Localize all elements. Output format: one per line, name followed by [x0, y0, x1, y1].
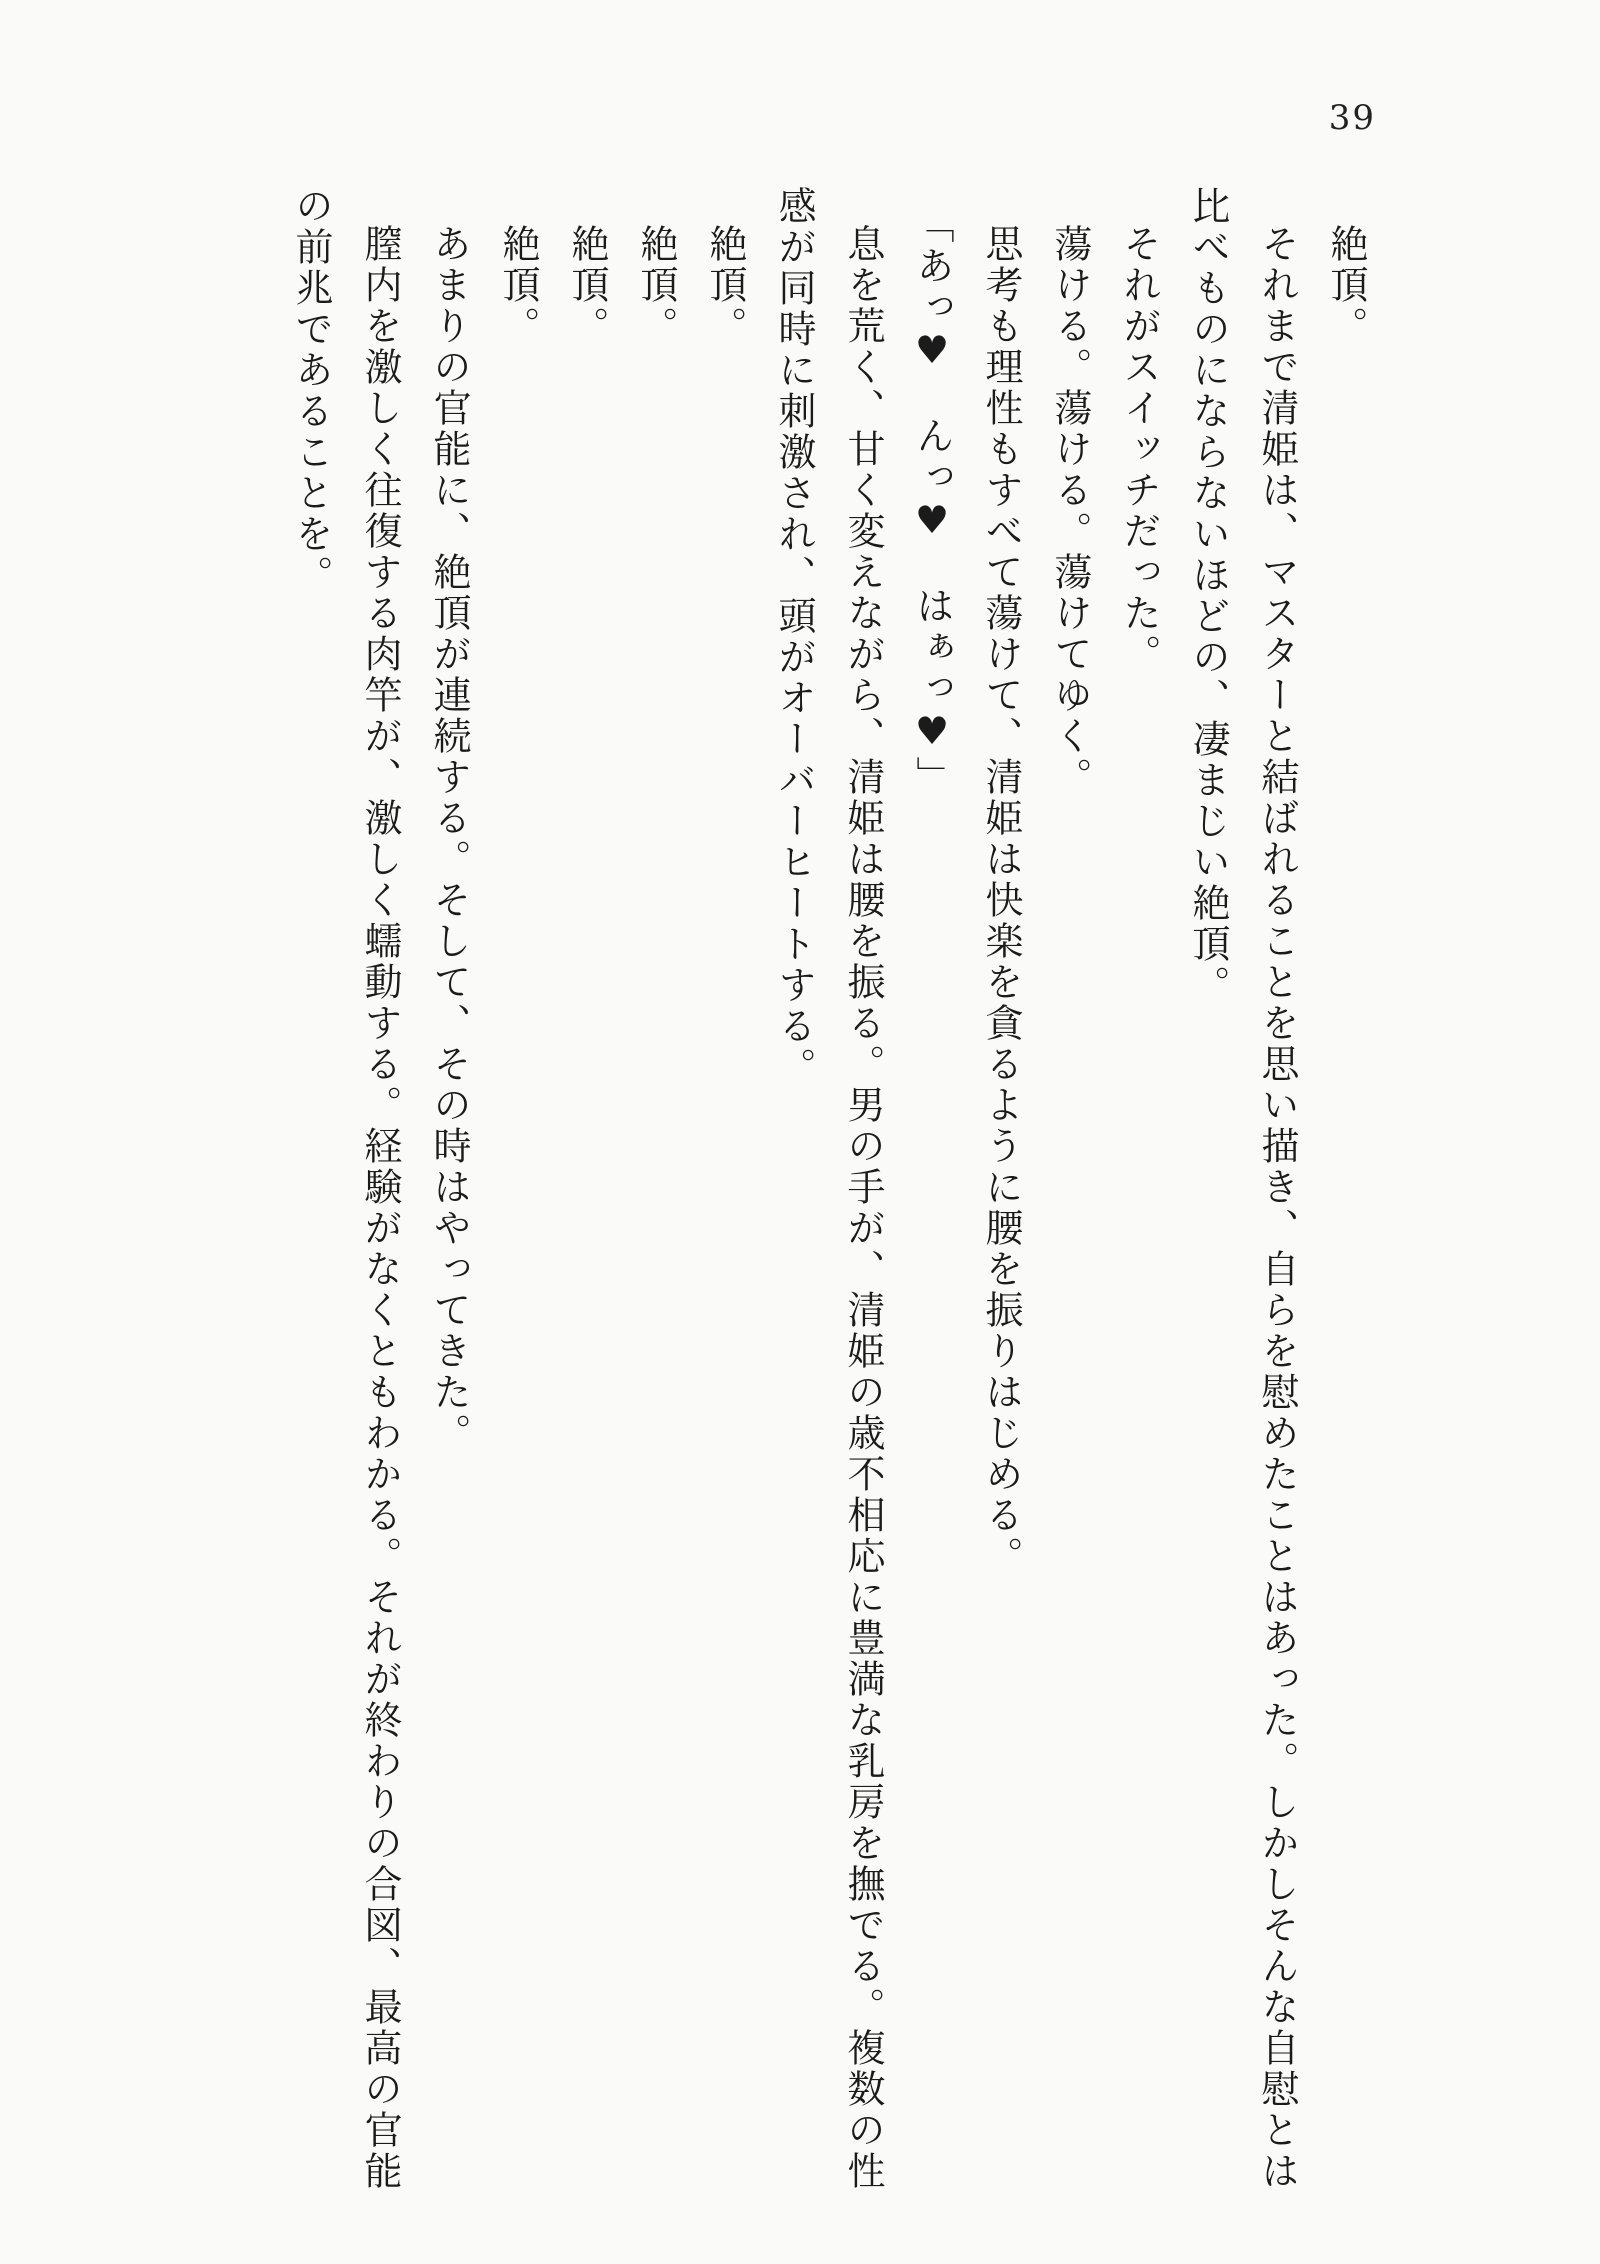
paragraph: 絶頂。 [565, 224, 609, 347]
paragraph: 絶頂。 [703, 224, 747, 347]
paragraph: 蕩ける。蕩ける。蕩けてゆく。 [1048, 224, 1092, 798]
paragraph: それがスイッチだった。 [1117, 224, 1161, 675]
page-number: 39 [1328, 98, 1376, 138]
paragraph: 絶頂。 [634, 224, 678, 347]
paragraph: あまりの官能に、絶頂が連続する。そして、その時はやってきた。 [427, 224, 471, 1454]
paragraph: 絶頂。 [1324, 224, 1368, 347]
paragraph: 膣内を激しく往復する肉竿が、激しく蠕動する。経験がなくともわかる。それが終わりの合図、最高の官能の前兆であることを。 [289, 186, 402, 2192]
paragraph-dialogue: 「あっ♥ んっ♥ はぁっ♥」 [910, 205, 954, 797]
paragraph: 息を荒く、甘く変えながら、清姫は腰を振る。男の手が、清姫の歳不相応に豊満な乳房を撫でる。複数の性感が同時に刺激され、頭がオーバーヒートする。 [772, 186, 885, 2192]
text-block [276, 186, 1380, 2206]
paragraph: それまで清姫は、マスターと結ばれることを思い描き、自らを慰めたことはあった。しかしそんな自慰とは比べものにならないほどの、凄まじい絶頂。 [1186, 186, 1299, 2192]
paragraph: 絶頂。 [496, 224, 540, 347]
paragraph: 思考も理性もすべて蕩けて、清姫は快楽を貪るように腰を振りはじめる。 [979, 224, 1023, 1577]
